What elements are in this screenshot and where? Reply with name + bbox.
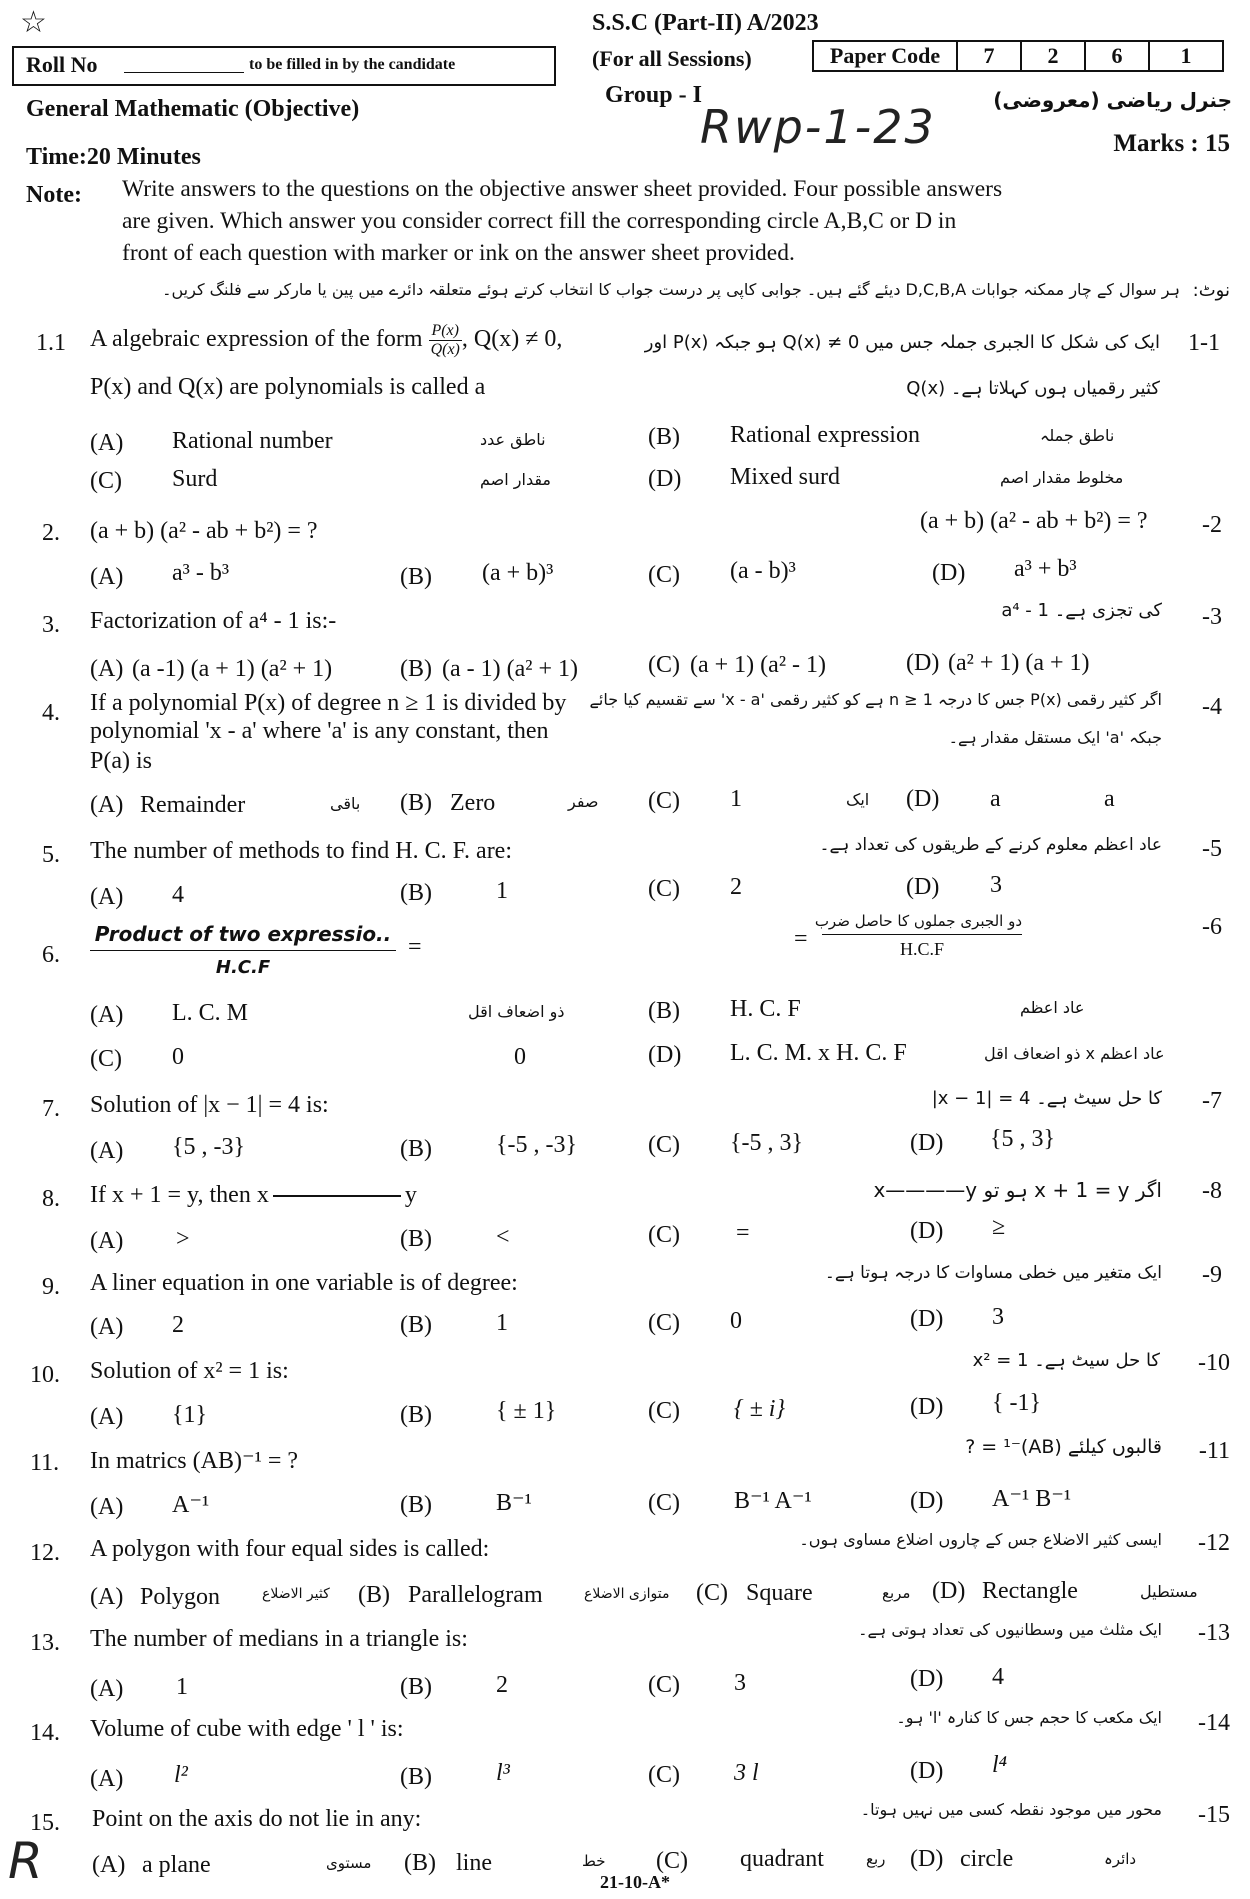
option-urdu: عاد اعظم x ذو اضعاف اقل bbox=[984, 1044, 1165, 1063]
option-text: Parallelogram bbox=[408, 1582, 543, 1608]
question-text-urdu: |x − 1| = 4 کا حل سیٹ ہے۔ bbox=[931, 1088, 1162, 1109]
option-key: (B) bbox=[400, 1312, 432, 1338]
option-text: Remainder bbox=[140, 792, 246, 818]
option-key: (B) bbox=[400, 1674, 432, 1700]
option-key: (D) bbox=[910, 1218, 944, 1244]
option-key: (D) bbox=[932, 1578, 966, 1604]
question-text-part: y bbox=[404, 1182, 417, 1208]
option-key: (B) bbox=[358, 1582, 390, 1608]
question-number-urdu: -5 bbox=[1202, 836, 1222, 862]
option-text: 1 bbox=[496, 1310, 508, 1336]
option-text: (a -1) (a + 1) (a² + 1) bbox=[132, 656, 333, 682]
question-text: (a + b) (a² - ab + b²) = ? bbox=[90, 518, 318, 544]
option-urdu: ناطق عدد bbox=[480, 430, 546, 449]
roll-no-field[interactable] bbox=[124, 72, 244, 73]
option-key: (B) bbox=[648, 998, 680, 1024]
option-key: (D) bbox=[910, 1846, 944, 1872]
option-text: circle bbox=[960, 1846, 1014, 1872]
equals-sign: = bbox=[408, 934, 422, 960]
question-text: A liner equation in one variable is of degree: bbox=[90, 1270, 518, 1296]
option-urdu: مخلوط مقدار اصم bbox=[1000, 468, 1124, 487]
group-label: Group - I bbox=[605, 82, 702, 108]
footer-code: 21-10-A* bbox=[600, 1872, 670, 1892]
question-number: 7. bbox=[42, 1096, 60, 1122]
question-text-urdu: a⁴ - 1 کی تجزی ہے۔ bbox=[1001, 600, 1162, 621]
option-key: (C) bbox=[648, 652, 680, 678]
option-text: 3 bbox=[734, 1670, 746, 1696]
option-text: {5 , 3} bbox=[990, 1126, 1056, 1152]
option-text: 1 bbox=[496, 878, 508, 904]
question-number: 12. bbox=[30, 1540, 60, 1566]
option-text: B⁻¹ bbox=[496, 1490, 532, 1516]
question-number: 2. bbox=[42, 520, 60, 546]
option-text: H. C. F bbox=[730, 996, 801, 1022]
option-key: (D) bbox=[910, 1666, 944, 1692]
question-text: Point on the axis do not lie in any: bbox=[92, 1806, 422, 1832]
option-text: l⁴ bbox=[992, 1752, 1008, 1778]
option-urdu: مستطیل bbox=[1140, 1582, 1198, 1601]
question-number-urdu: -13 bbox=[1198, 1620, 1230, 1646]
option-text: a³ - b³ bbox=[172, 560, 230, 586]
option-urdu: عاد اعظم bbox=[1020, 998, 1085, 1017]
option-text: { ± 1} bbox=[496, 1398, 557, 1424]
question-number: 3. bbox=[42, 612, 60, 638]
option-text: A⁻¹ B⁻¹ bbox=[992, 1486, 1072, 1512]
question-text-urdu: ایسی کثیر الاضلاع جس کے چاروں اضلاع مساوی ہوں۔ bbox=[799, 1530, 1162, 1549]
option-key: (C) bbox=[648, 1222, 680, 1248]
option-key: (D) bbox=[910, 1306, 944, 1332]
paper-code-digit: 1 bbox=[1149, 41, 1223, 71]
option-text: 3 l bbox=[734, 1760, 759, 1786]
paper-code-digit: 6 bbox=[1085, 41, 1149, 71]
option-key: (C) bbox=[656, 1848, 688, 1874]
option-key: (D) bbox=[910, 1488, 944, 1514]
question-text: In matrics (AB)⁻¹ = ? bbox=[90, 1448, 299, 1474]
option-key: (C) bbox=[696, 1580, 728, 1606]
option-text: Surd bbox=[172, 466, 218, 492]
question-number-urdu: -10 bbox=[1198, 1350, 1230, 1376]
question-number: 13. bbox=[30, 1630, 60, 1656]
option-text: 2 bbox=[172, 1312, 184, 1338]
question-text: polynomial 'x - a' where 'a' is any constant, then bbox=[90, 718, 549, 744]
option-urdu: مربع bbox=[882, 1584, 911, 1602]
option-text: {-5 , -3} bbox=[496, 1132, 578, 1158]
note-line: Write answers to the questions on the objective answer sheet provided. Four possible answers bbox=[122, 176, 1003, 202]
option-text: 2 bbox=[730, 874, 742, 900]
question-number: 4. bbox=[42, 700, 60, 726]
question-text: The number of medians in a triangle is: bbox=[90, 1626, 468, 1652]
option-key: (D) bbox=[910, 1758, 944, 1784]
question-text-urdu: ایک متغیر میں خطی مساوات کا درجہ ہوتا ہے۔ bbox=[824, 1263, 1162, 1283]
question-text-urdu: x² = 1 کا حل سیٹ ہے۔ bbox=[972, 1350, 1160, 1371]
option-key: (A) bbox=[90, 1676, 124, 1702]
option-text: {1} bbox=[172, 1402, 208, 1428]
option-key: (B) bbox=[400, 1764, 432, 1790]
option-key: (B) bbox=[400, 1226, 432, 1252]
sessions-label: (For all Sessions) bbox=[592, 46, 752, 71]
question-text bbox=[90, 322, 562, 359]
question-text: Factorization of a⁴ - 1 is:- bbox=[90, 608, 337, 634]
question-number: 6. bbox=[42, 942, 60, 968]
option-urdu: دائرہ bbox=[1104, 1850, 1137, 1868]
option-key: (B) bbox=[400, 656, 432, 682]
option-text: (a + b)³ bbox=[482, 560, 554, 586]
option-urdu: ناطق جملہ bbox=[1040, 426, 1115, 445]
option-text: 1 bbox=[730, 786, 742, 812]
fraction bbox=[429, 322, 462, 359]
option-key: (C) bbox=[648, 1762, 680, 1788]
option-key: (B) bbox=[648, 424, 680, 450]
option-key: (C) bbox=[648, 1398, 680, 1424]
question-text: Solution of |x − 1| = 4 is: bbox=[90, 1092, 329, 1118]
option-key: (A) bbox=[90, 884, 124, 910]
exam-title: S.S.C (Part-II) A/2023 bbox=[592, 10, 819, 36]
paper-code-digit: 7 bbox=[957, 41, 1021, 71]
option-text: 1 bbox=[176, 1674, 188, 1700]
option-urdu: مستوی bbox=[326, 1854, 372, 1872]
option-key: (A) bbox=[90, 1002, 124, 1028]
question-number-urdu: -9 bbox=[1202, 1262, 1222, 1288]
option-key: (A) bbox=[90, 1584, 124, 1610]
star-icon: ☆ bbox=[20, 6, 47, 39]
question-number: 9. bbox=[42, 1274, 60, 1300]
question-text-part: If x + 1 = y, then x bbox=[90, 1182, 269, 1208]
marks-label: Marks : 15 bbox=[1113, 130, 1230, 157]
option-key: (C) bbox=[648, 788, 680, 814]
fraction-urdu bbox=[814, 912, 1022, 960]
question-text-urdu: اگر x + 1 = y ہو تو x————y bbox=[873, 1178, 1162, 1202]
question-text: If a polynomial P(x) of degree n ≥ 1 is divided by bbox=[90, 690, 567, 716]
option-key: (A) bbox=[92, 1852, 126, 1878]
fraction-denominator: H.C.F bbox=[215, 957, 271, 978]
option-key: (A) bbox=[90, 1494, 124, 1520]
option-text: {-5 , 3} bbox=[730, 1130, 804, 1156]
paper-code-table bbox=[812, 40, 1224, 72]
question-number: 5. bbox=[42, 842, 60, 868]
question-number: 11. bbox=[30, 1450, 60, 1476]
option-key: (D) bbox=[910, 1130, 944, 1156]
handwritten-code: Rwp-1-23 bbox=[700, 100, 936, 154]
paper-code-label: Paper Code bbox=[813, 41, 957, 71]
option-key: (C) bbox=[648, 1132, 680, 1158]
option-text: Square bbox=[746, 1580, 813, 1606]
option-text: (a² + 1) (a + 1) bbox=[948, 650, 1090, 676]
option-key: (D) bbox=[906, 786, 940, 812]
option-text: quadrant bbox=[740, 1846, 824, 1872]
option-urdu: a bbox=[1104, 786, 1115, 812]
option-urdu: ذو اضعاف اقل bbox=[468, 1002, 565, 1021]
option-key: (B) bbox=[400, 880, 432, 906]
note-line: are given. Which answer you consider correct fill the corresponding circle A,B,C or D in bbox=[122, 208, 957, 234]
option-key: (B) bbox=[400, 1492, 432, 1518]
option-key: (A) bbox=[90, 1404, 124, 1430]
option-key: (B) bbox=[400, 564, 432, 590]
option-text: {5 , -3} bbox=[172, 1134, 246, 1160]
question-text-urdu: قالبوں کیلئے (AB)⁻¹ = ? bbox=[965, 1436, 1162, 1458]
option-key: (A) bbox=[90, 1138, 124, 1164]
question-text: P(a) is bbox=[90, 748, 152, 774]
option-key: (C) bbox=[648, 876, 680, 902]
option-key: (B) bbox=[400, 790, 432, 816]
option-urdu: ربع bbox=[866, 1850, 886, 1868]
roll-no-note: to be filled in by the candidate bbox=[249, 56, 456, 73]
question-text: P(x) and Q(x) are polynomials is called a bbox=[90, 374, 486, 400]
option-urdu: باقی bbox=[330, 794, 361, 813]
question-number-urdu: -7 bbox=[1202, 1088, 1222, 1114]
option-key: (B) bbox=[404, 1850, 436, 1876]
question-number-urdu: -14 bbox=[1198, 1710, 1230, 1736]
question-text-urdu: عاد اعظم معلوم کرنے کے طریقوں کی تعداد ہے۔ bbox=[819, 835, 1162, 855]
subject-title-urdu: جنرل ریاضی (معروضی) bbox=[993, 88, 1232, 112]
question-text: A polygon with four equal sides is called: bbox=[90, 1536, 490, 1562]
equals-sign: = bbox=[794, 926, 808, 952]
option-text: Rectangle bbox=[982, 1578, 1078, 1604]
option-key: (C) bbox=[90, 468, 122, 494]
fraction-numerator: P(x) bbox=[429, 322, 462, 341]
option-text: 0 bbox=[730, 1308, 742, 1334]
option-text: B⁻¹ A⁻¹ bbox=[734, 1488, 812, 1514]
question-number: 15. bbox=[30, 1810, 60, 1836]
option-key: (C) bbox=[648, 1672, 680, 1698]
question-text-urdu: ایک مثلث میں وسطانیوں کی تعداد ہوتی ہے۔ bbox=[858, 1620, 1162, 1639]
option-text: Rational number bbox=[172, 428, 333, 454]
option-urdu: خط bbox=[582, 1852, 606, 1870]
option-text: A⁻¹ bbox=[172, 1492, 210, 1518]
question-text bbox=[90, 1182, 417, 1209]
question-number: 14. bbox=[30, 1720, 60, 1746]
option-text: a bbox=[990, 786, 1001, 812]
question-text-urdu: محور میں موجود نقطہ کسی میں نہیں ہوتا۔ bbox=[860, 1800, 1162, 1819]
option-key: (A) bbox=[90, 1766, 124, 1792]
question-text-part: , Q(x) ≠ 0, bbox=[461, 326, 563, 353]
question-number-urdu: -2 bbox=[1202, 512, 1222, 538]
question-text-urdu: Q(x) کثیر رقمیاں ہوں کہلاتا ہے۔ bbox=[906, 378, 1160, 399]
option-key: (A) bbox=[90, 1228, 124, 1254]
option-text: { ± i} bbox=[734, 1396, 786, 1422]
option-key: (D) bbox=[906, 874, 940, 900]
option-key: (C) bbox=[648, 1490, 680, 1516]
paper-code-digit: 2 bbox=[1021, 41, 1085, 71]
option-text: l² bbox=[174, 1762, 188, 1788]
option-text: 3 bbox=[992, 1304, 1004, 1330]
question-text-part: A algebraic expression of the form bbox=[90, 326, 423, 353]
question-number: 8. bbox=[42, 1186, 60, 1212]
option-text: 2 bbox=[496, 1672, 508, 1698]
handwritten-mark: R bbox=[8, 1832, 43, 1890]
option-key: (A) bbox=[90, 1314, 124, 1340]
option-text: (a + 1) (a² - 1) bbox=[690, 652, 826, 678]
option-key: (A) bbox=[90, 430, 124, 456]
option-key: (B) bbox=[400, 1402, 432, 1428]
time-label: Time:20 Minutes bbox=[26, 144, 201, 170]
option-text: Zero bbox=[450, 790, 496, 816]
option-text: 4 bbox=[172, 882, 184, 908]
option-text: Mixed surd bbox=[730, 464, 840, 490]
roll-no-box bbox=[12, 46, 556, 86]
option-text: { -1} bbox=[992, 1390, 1042, 1416]
question-number-urdu: -6 bbox=[1202, 914, 1222, 940]
question-number-urdu: -4 bbox=[1202, 694, 1222, 720]
fraction-numerator: دو الجبری جملوں کا حاصل ضرب bbox=[822, 912, 1022, 935]
roll-no-label: Roll No bbox=[26, 52, 98, 77]
option-urdu: مقدار اصم bbox=[480, 470, 551, 489]
question-number: 1.1 bbox=[36, 330, 66, 356]
option-urdu: صفر bbox=[568, 792, 599, 811]
question-text: Volume of cube with edge ' l ' is: bbox=[90, 1716, 404, 1742]
option-text: L. C. M. x H. C. F bbox=[730, 1040, 907, 1066]
option-key: (A) bbox=[90, 656, 124, 682]
option-key: (C) bbox=[648, 1310, 680, 1336]
option-urdu: کثیر الاضلاع bbox=[262, 1586, 330, 1602]
fraction-denominator: H.C.F bbox=[899, 939, 944, 959]
question-number-urdu: -8 bbox=[1202, 1178, 1222, 1204]
option-key: (A) bbox=[90, 792, 124, 818]
question-text-urdu: ایک کی شکل کا الجبری جملہ جس میں Q(x) ≠ 0 ہو جبکہ P(x) اور bbox=[644, 332, 1160, 353]
option-urdu: 0 bbox=[514, 1044, 526, 1070]
option-key: (D) bbox=[910, 1394, 944, 1420]
question-text-urdu: ایک مکعب کا حجم جس کا کنارہ 'l' ہو۔ bbox=[896, 1708, 1162, 1727]
fraction bbox=[90, 922, 396, 978]
option-key: (D) bbox=[648, 1042, 682, 1068]
note-line: front of each question with marker or ink on the answer sheet provided. bbox=[122, 240, 795, 266]
question-number-urdu: 1-1 bbox=[1188, 330, 1220, 356]
note-urdu-label: نوٹ: bbox=[1192, 280, 1230, 301]
option-key: (A) bbox=[90, 564, 124, 590]
option-text: Rational expression bbox=[730, 422, 920, 448]
note-label: Note: bbox=[26, 182, 82, 208]
option-urdu: متوازی الاضلاع bbox=[584, 1586, 670, 1602]
note-urdu-text: ہر سوال کے چار ممکنہ جوابات D,C,B,A دیئے گئے ہیں۔ جوابی کاپی پر درست جواب کا انتخاب کرتے ہوئے متعلقہ دائرے میں پین یا مارکر سے فلنگ کریں۔ bbox=[162, 280, 1180, 299]
option-text: a plane bbox=[142, 1852, 211, 1878]
question-number-urdu: -12 bbox=[1198, 1530, 1230, 1556]
option-text: 0 bbox=[172, 1044, 184, 1070]
option-text: l³ bbox=[496, 1760, 510, 1786]
question-text-urdu: جبکہ 'a' ایک مستقل مقدار ہے۔ bbox=[948, 728, 1162, 747]
option-text: line bbox=[456, 1850, 492, 1876]
answer-blank[interactable] bbox=[273, 1195, 401, 1197]
option-text: ≥ bbox=[992, 1214, 1006, 1240]
option-text: a³ + b³ bbox=[1014, 556, 1077, 582]
option-key: (D) bbox=[648, 466, 682, 492]
question-text: The number of methods to find H. C. F. are: bbox=[90, 838, 513, 864]
fraction-denominator: Q(x) bbox=[430, 341, 460, 358]
option-text: Polygon bbox=[140, 1584, 221, 1610]
option-key: (B) bbox=[400, 1136, 432, 1162]
option-text: = bbox=[736, 1220, 750, 1246]
option-urdu: ایک bbox=[846, 790, 870, 809]
question-text-urdu: اگر کثیر رقمی P(x) جس کا درجہ n ≥ 1 ہے کو کثیر رقمی 'x - a' سے تقسیم کیا جائے bbox=[589, 690, 1162, 709]
question-text: Solution of x² = 1 is: bbox=[90, 1358, 289, 1384]
option-text: 4 bbox=[992, 1664, 1004, 1690]
question-number-urdu: -15 bbox=[1198, 1802, 1230, 1828]
option-key: (C) bbox=[90, 1046, 122, 1072]
option-text: 3 bbox=[990, 872, 1002, 898]
question-number-urdu: -11 bbox=[1198, 1438, 1230, 1464]
option-text: L. C. M bbox=[172, 1000, 249, 1026]
option-key: (D) bbox=[932, 560, 966, 586]
fraction-numerator: Product of two expressio.. bbox=[90, 922, 396, 951]
question-text-urdu: (a + b) (a² - ab + b²) = ? bbox=[920, 508, 1148, 534]
option-key: (C) bbox=[648, 562, 680, 588]
subject-title: General Mathematic (Objective) bbox=[26, 96, 360, 122]
option-text: (a - b)³ bbox=[730, 558, 796, 584]
option-text: < bbox=[496, 1224, 510, 1250]
question-number: 10. bbox=[30, 1362, 60, 1388]
option-text: > bbox=[176, 1226, 190, 1252]
question-number-urdu: -3 bbox=[1202, 604, 1222, 630]
option-key: (D) bbox=[906, 650, 940, 676]
option-text: (a - 1) (a² + 1) bbox=[442, 656, 578, 682]
